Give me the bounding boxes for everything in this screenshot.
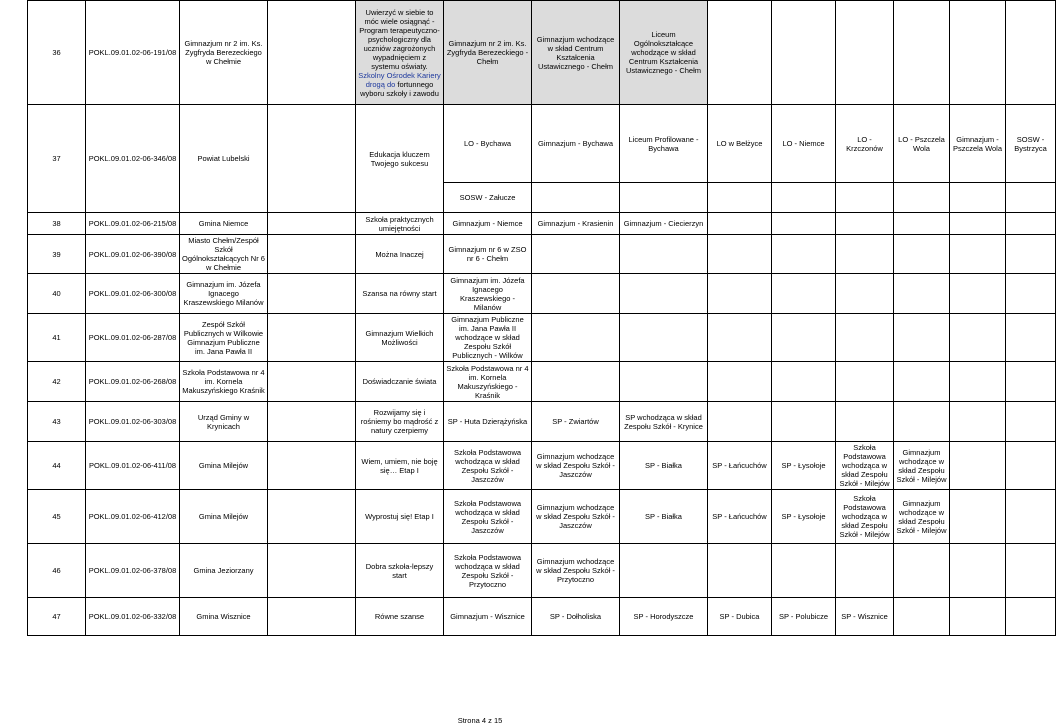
school-cell	[532, 442, 620, 490]
empty-cell	[950, 213, 1006, 235]
project-code-text: POKL.09.01.02-06-346/08	[88, 154, 177, 163]
empty-cell	[708, 274, 772, 314]
school-cell-text: Gimnazjum wchodzące w skład Zespołu Szkół - Milejów	[896, 498, 947, 535]
empty-cell	[894, 362, 950, 402]
school-cell-text: Gimnazjum wchodzące w skład Centrum Kształcenia Ustawicznego - Chełm	[536, 34, 615, 71]
school-cell-text: SOSW - Załucze	[459, 193, 516, 202]
project-title	[356, 105, 444, 213]
table-row	[28, 314, 1056, 362]
row-number	[28, 105, 86, 213]
project-code-text: POKL.09.01.02-06-268/08	[88, 377, 177, 386]
school-cell-text: SP - Dołholiska	[549, 612, 602, 621]
empty-cell	[950, 598, 1006, 636]
school-cell	[444, 1, 532, 105]
empty-cell	[950, 274, 1006, 314]
school-cell	[532, 213, 620, 235]
empty-cell	[950, 314, 1006, 362]
projects-table	[27, 0, 1056, 636]
project-title-part: Uwierzyć w siebie to móc wiele osiągnąć - Program terapeutyczno-psychologiczny dla uczniów zagrożonych wypadnięciem z systemu oświaty.	[359, 7, 440, 71]
table-row	[28, 490, 1056, 544]
empty-cell	[772, 213, 836, 235]
empty-cell	[772, 402, 836, 442]
empty-cell	[1006, 183, 1056, 213]
empty-cell	[950, 544, 1006, 598]
school-cell	[772, 490, 836, 544]
project-title-text: Równe szanse	[374, 612, 425, 621]
empty-cell	[950, 1, 1006, 105]
school-cell	[950, 105, 1006, 183]
row-number-text: 38	[52, 219, 61, 228]
project-title-part: Szkolny Ośrodek Kariery drogą do	[358, 70, 441, 89]
spacer-cell	[268, 490, 356, 544]
empty-cell	[1006, 362, 1056, 402]
row-number-text: 37	[52, 154, 61, 163]
spacer-cell	[268, 544, 356, 598]
empty-cell	[1006, 490, 1056, 544]
empty-cell	[620, 235, 708, 274]
empty-cell	[772, 1, 836, 105]
school-cell-text: LO - Bychawa	[463, 139, 512, 148]
row-number	[28, 213, 86, 235]
school-cell	[444, 490, 532, 544]
project-code	[86, 235, 180, 274]
empty-cell	[708, 213, 772, 235]
row-number-text: 39	[52, 249, 61, 259]
beneficiary	[180, 362, 268, 402]
empty-cell	[620, 544, 708, 598]
school-cell-text: Gimnazjum im. Józefa Ignacego Kraszewskiego - Milanów	[450, 275, 525, 312]
empty-cell	[836, 274, 894, 314]
empty-cell	[708, 402, 772, 442]
beneficiary	[180, 402, 268, 442]
spacer-cell	[268, 235, 356, 274]
school-cell-text: Gimnazjum wchodzące w skład Zespołu Szkół - Przytoczno	[536, 557, 615, 584]
spacer-cell	[268, 362, 356, 402]
school-cell-text: Gimnazjum wchodzące w skład Zespołu Szkół - Jaszczów	[536, 452, 615, 479]
beneficiary-text: Miasto Chełm/Zespół Szkół Ogólnokształcących Nr 6 w Chełmie	[182, 236, 265, 272]
row-number	[28, 402, 86, 442]
beneficiary-text: Szkoła Podstawowa nr 4 im. Kornela Makuszyńskiego Kraśnik	[182, 368, 265, 395]
beneficiary	[180, 105, 268, 213]
school-cell	[620, 442, 708, 490]
school-cell-text: SP - Wisznice	[841, 612, 888, 621]
empty-cell	[1006, 544, 1056, 598]
row-number-text: 42	[52, 377, 61, 386]
empty-cell	[950, 362, 1006, 402]
school-cell-text: SP - Łańcuchów	[712, 461, 767, 470]
empty-cell	[836, 213, 894, 235]
row-number-text: 45	[52, 512, 61, 521]
empty-cell	[894, 598, 950, 636]
empty-cell	[772, 274, 836, 314]
project-code	[86, 314, 180, 362]
project-code-text: POKL.09.01.02-06-287/08	[88, 333, 177, 342]
row-number-text: 44	[52, 461, 61, 470]
school-cell-text: LO - Krzczonów	[846, 134, 883, 153]
school-cell-text: Liceum Ogólnokształcące wchodzące w skład Centrum Kształcenia Ustawicznego - Chełm	[625, 30, 702, 75]
project-title-text: Doświadczanie świata	[362, 377, 437, 386]
school-cell	[894, 105, 950, 183]
school-cell	[708, 490, 772, 544]
school-cell-text: Gimnazjum Publiczne im. Jana Pawła II wchodzące w skład Zespołu Szkół Publicznych - Wilków	[451, 315, 524, 360]
school-cell-text: SP - Horodyszcze	[633, 612, 694, 621]
row-number-text: 36	[52, 48, 61, 57]
empty-cell	[1006, 598, 1056, 636]
row-number	[28, 1, 86, 105]
empty-cell	[836, 183, 894, 213]
school-cell	[836, 105, 894, 183]
spacer-cell	[268, 1, 356, 105]
row-number	[28, 314, 86, 362]
project-code-text: POKL.09.01.02-06-332/08	[88, 612, 177, 621]
empty-cell	[894, 402, 950, 442]
empty-cell	[1006, 235, 1056, 274]
school-cell-text: Gimnazjum - Niemce	[452, 219, 523, 228]
empty-cell	[708, 1, 772, 105]
empty-cell	[894, 213, 950, 235]
empty-cell	[836, 544, 894, 598]
project-code-text: POKL.09.01.02-06-303/08	[88, 417, 177, 426]
empty-cell	[772, 183, 836, 213]
project-title-text: Można Inaczej	[375, 249, 424, 259]
table-row	[28, 213, 1056, 235]
school-cell	[444, 362, 532, 402]
table-row	[28, 362, 1056, 402]
beneficiary	[180, 442, 268, 490]
project-code	[86, 490, 180, 544]
table-row	[28, 402, 1056, 442]
school-cell	[836, 598, 894, 636]
school-cell	[532, 490, 620, 544]
empty-cell	[772, 544, 836, 598]
project-title	[356, 1, 444, 105]
beneficiary-text: Gmina Milejów	[198, 512, 249, 521]
spacer-cell	[268, 402, 356, 442]
empty-cell	[894, 544, 950, 598]
school-cell-text: SP - Dubica	[719, 612, 760, 621]
project-code	[86, 274, 180, 314]
school-cell	[444, 544, 532, 598]
empty-cell	[708, 183, 772, 213]
project-title	[356, 442, 444, 490]
empty-cell	[836, 1, 894, 105]
row-number-text: 43	[52, 417, 61, 426]
empty-cell	[836, 235, 894, 274]
beneficiary	[180, 1, 268, 105]
spacer-cell	[268, 314, 356, 362]
school-cell-text: Gimnazjum - Bychawa	[537, 139, 614, 148]
empty-cell	[532, 235, 620, 274]
beneficiary-text: Urząd Gminy w Krynicach	[197, 412, 250, 431]
empty-cell	[620, 274, 708, 314]
project-code-text: POKL.09.01.02-06-390/08	[88, 249, 177, 259]
school-cell-text: Gimnazjum wchodzące w skład Zespołu Szkół - Milejów	[896, 447, 947, 484]
row-number-text: 40	[52, 289, 61, 298]
school-cell	[836, 442, 894, 490]
empty-cell	[708, 235, 772, 274]
project-title-text	[358, 8, 441, 98]
beneficiary-text: Gmina Wisznice	[196, 612, 251, 621]
school-cell	[894, 490, 950, 544]
project-code	[86, 544, 180, 598]
beneficiary-text: Powiat Lubelski	[197, 154, 250, 163]
project-title	[356, 314, 444, 362]
empty-cell	[532, 362, 620, 402]
project-title	[356, 402, 444, 442]
row-number	[28, 274, 86, 314]
empty-cell	[1006, 213, 1056, 235]
school-cell-text: Gimnazjum wchodzące w skład Zespołu Szkół - Jaszczów	[536, 503, 615, 530]
row-number	[28, 235, 86, 274]
school-cell	[708, 105, 772, 183]
empty-cell	[1006, 442, 1056, 490]
school-cell	[444, 314, 532, 362]
school-cell-text: Liceum Profilowane - Bychawa	[628, 134, 699, 153]
empty-cell	[836, 402, 894, 442]
school-cell	[620, 1, 708, 105]
table-row	[28, 442, 1056, 490]
project-title	[356, 544, 444, 598]
empty-cell	[772, 235, 836, 274]
school-cell	[444, 442, 532, 490]
project-code-text: POKL.09.01.02-06-300/08	[88, 289, 177, 298]
school-cell-text: Gimnazjum - Pszczela Wola	[952, 134, 1003, 153]
project-code	[86, 1, 180, 105]
school-cell-text: Gimnazjum nr 6 w ZSO nr 6 - Chełm	[448, 245, 527, 263]
school-cell	[772, 442, 836, 490]
beneficiary	[180, 314, 268, 362]
project-title-text: Szkoła praktycznych umiejętności	[365, 214, 434, 233]
row-number	[28, 362, 86, 402]
school-cell	[772, 105, 836, 183]
school-cell-text: SP - Łysołoje	[781, 512, 826, 521]
beneficiary	[180, 544, 268, 598]
empty-cell	[1006, 274, 1056, 314]
beneficiary	[180, 598, 268, 636]
project-title-text: Wyprostuj się! Etap I	[365, 512, 434, 521]
school-cell	[894, 442, 950, 490]
project-title	[356, 235, 444, 274]
school-cell-text: SOSW - Bystrzyca	[1014, 134, 1047, 153]
school-cell-text: Gimnazjum nr 2 im. Ks. Zygfryda Berezeckiego - Chełm	[446, 39, 529, 66]
school-cell	[620, 598, 708, 636]
beneficiary-text: Gimnazjum nr 2 im. Ks. Zygfryda Berezeckiego w Chełmie	[184, 39, 263, 66]
school-cell-text: Szkoła Podstawowa wchodząca w skład Zespołu Szkół - Przytoczno	[453, 552, 522, 589]
school-cell	[444, 105, 532, 183]
project-code-text: POKL.09.01.02-06-378/08	[88, 566, 177, 575]
row-number	[28, 490, 86, 544]
beneficiary-text: Zespół Szkół Publicznych w Wilkowie Gimnazjum Publiczne im. Jana Pawła II	[183, 319, 264, 356]
school-cell	[620, 213, 708, 235]
empty-cell	[532, 274, 620, 314]
spacer-cell	[268, 274, 356, 314]
school-cell-text: Szkoła Podstawowa wchodząca w skład Zespołu Szkół - Jaszczów	[453, 447, 522, 484]
empty-cell	[708, 544, 772, 598]
empty-cell	[894, 183, 950, 213]
empty-cell	[772, 314, 836, 362]
beneficiary-text: Gimnazjum im. Józefa Ignacego Kraszewskiego Milanów	[183, 280, 264, 307]
empty-cell	[1006, 402, 1056, 442]
spacer-cell	[268, 213, 356, 235]
empty-cell	[620, 362, 708, 402]
school-cell	[532, 105, 620, 183]
empty-cell	[950, 490, 1006, 544]
empty-cell	[950, 183, 1006, 213]
row-number	[28, 598, 86, 636]
beneficiary-text: Gmina Jeziorzany	[193, 566, 254, 575]
empty-cell	[532, 183, 620, 213]
table-row	[28, 105, 1056, 183]
project-code-text: POKL.09.01.02-06-412/08	[88, 512, 177, 521]
school-cell	[708, 442, 772, 490]
project-code	[86, 362, 180, 402]
table-row	[28, 544, 1056, 598]
project-title-text: Dobra szkoła-lepszy start	[365, 561, 434, 580]
project-title-text: Gimnazjum Wielkich Możliwości	[365, 328, 434, 347]
spacer-cell	[268, 598, 356, 636]
school-cell	[620, 490, 708, 544]
empty-cell	[950, 442, 1006, 490]
beneficiary	[180, 213, 268, 235]
school-cell-text: LO - Pszczela Wola	[898, 134, 945, 153]
school-cell-text: LO w Bełżyce	[716, 139, 763, 148]
school-cell	[444, 235, 532, 274]
project-code	[86, 213, 180, 235]
empty-cell	[708, 314, 772, 362]
empty-cell	[708, 362, 772, 402]
project-title	[356, 213, 444, 235]
empty-cell	[1006, 1, 1056, 105]
table-row	[28, 235, 1056, 274]
school-cell	[620, 402, 708, 442]
spacer-cell	[268, 105, 356, 213]
empty-cell	[836, 314, 894, 362]
school-cell	[620, 105, 708, 183]
empty-cell	[532, 314, 620, 362]
row-number	[28, 442, 86, 490]
table-row	[28, 1, 1056, 105]
project-code-text: POKL.09.01.02-06-215/08	[88, 219, 177, 228]
school-cell-text: Szkoła Podstawowa nr 4 im. Kornela Makuszyńskiego - Kraśnik	[446, 363, 529, 400]
school-cell-text: Szkoła Podstawowa wchodząca w skład Zespołu Szkół - Milejów	[839, 443, 890, 488]
empty-cell	[620, 183, 708, 213]
empty-cell	[950, 402, 1006, 442]
school-cell-text: SP - Łysołoje	[781, 461, 826, 470]
school-cell	[1006, 105, 1056, 183]
beneficiary-text: Gmina Niemce	[198, 219, 249, 228]
spacer-cell	[268, 442, 356, 490]
beneficiary	[180, 490, 268, 544]
table-row	[28, 598, 1056, 636]
school-cell-text: Szkoła Podstawowa wchodząca w skład Zespołu Szkół - Jaszczów	[453, 498, 522, 535]
school-cell	[444, 183, 532, 213]
school-cell	[836, 490, 894, 544]
empty-cell	[894, 235, 950, 274]
project-code	[86, 402, 180, 442]
beneficiary	[180, 274, 268, 314]
empty-cell	[894, 274, 950, 314]
project-title	[356, 598, 444, 636]
empty-cell	[1006, 314, 1056, 362]
school-cell-text: Gimnazjum - Wisznice	[450, 612, 525, 621]
project-code-text: POKL.09.01.02-06-411/08	[88, 461, 176, 470]
project-code	[86, 442, 180, 490]
school-cell-text: Gimnazjum - Ciecierzyn	[623, 219, 704, 228]
empty-cell	[620, 314, 708, 362]
project-title-text: Wiem, umiem, nie boję się… Etap I	[361, 456, 438, 475]
school-cell-text: SP - Huta Dzierążyńska	[447, 417, 528, 426]
empty-cell	[772, 362, 836, 402]
school-cell-text: SP wchodząca w skład Zespołu Szkół - Krynice	[624, 412, 703, 431]
row-number-text: 47	[52, 612, 61, 621]
school-cell-text: SP - Polubicze	[778, 612, 829, 621]
school-cell-text: SP - Zwiartów	[552, 417, 599, 426]
school-cell	[444, 213, 532, 235]
table-row	[28, 274, 1056, 314]
page-footer: Strona 4 z 15	[457, 716, 503, 725]
empty-cell	[894, 314, 950, 362]
project-title	[356, 274, 444, 314]
project-title-text: Szansa na równy start	[362, 289, 437, 298]
school-cell	[532, 402, 620, 442]
project-code	[86, 105, 180, 213]
project-code	[86, 598, 180, 636]
row-number-text: 41	[52, 333, 61, 342]
row-number	[28, 544, 86, 598]
empty-cell	[894, 1, 950, 105]
project-title-text: Rozwijamy się i rośniemy bo mądrość z natury czerpiemy	[360, 408, 439, 435]
project-title-text: Edukacja kluczem Twojego sukcesu	[369, 149, 430, 168]
school-cell	[444, 402, 532, 442]
school-cell-text: LO - Niemce	[782, 139, 825, 148]
project-title	[356, 362, 444, 402]
school-cell	[532, 1, 620, 105]
school-cell	[444, 598, 532, 636]
beneficiary	[180, 235, 268, 274]
school-cell-text: Szkoła Podstawowa wchodząca w skład Zespołu Szkół - Milejów	[839, 494, 890, 539]
beneficiary-text: Gmina Milejów	[198, 461, 249, 470]
school-cell	[532, 598, 620, 636]
empty-cell	[950, 235, 1006, 274]
project-title-part: fortunnego wyboru szkoły i zawodu	[360, 79, 439, 98]
project-title	[356, 490, 444, 544]
school-cell-text: SP - Białka	[645, 461, 682, 470]
school-cell-text: Gimnazjum - Krasienin	[537, 219, 614, 228]
school-cell	[444, 274, 532, 314]
school-cell-text: SP - Białka	[645, 512, 682, 521]
school-cell-text: SP - Łańcuchów	[712, 512, 767, 521]
school-cell	[772, 598, 836, 636]
project-code-text: POKL.09.01.02-06-191/08	[88, 48, 177, 57]
school-cell	[532, 544, 620, 598]
empty-cell	[836, 362, 894, 402]
school-cell	[708, 598, 772, 636]
row-number-text: 46	[52, 566, 61, 575]
